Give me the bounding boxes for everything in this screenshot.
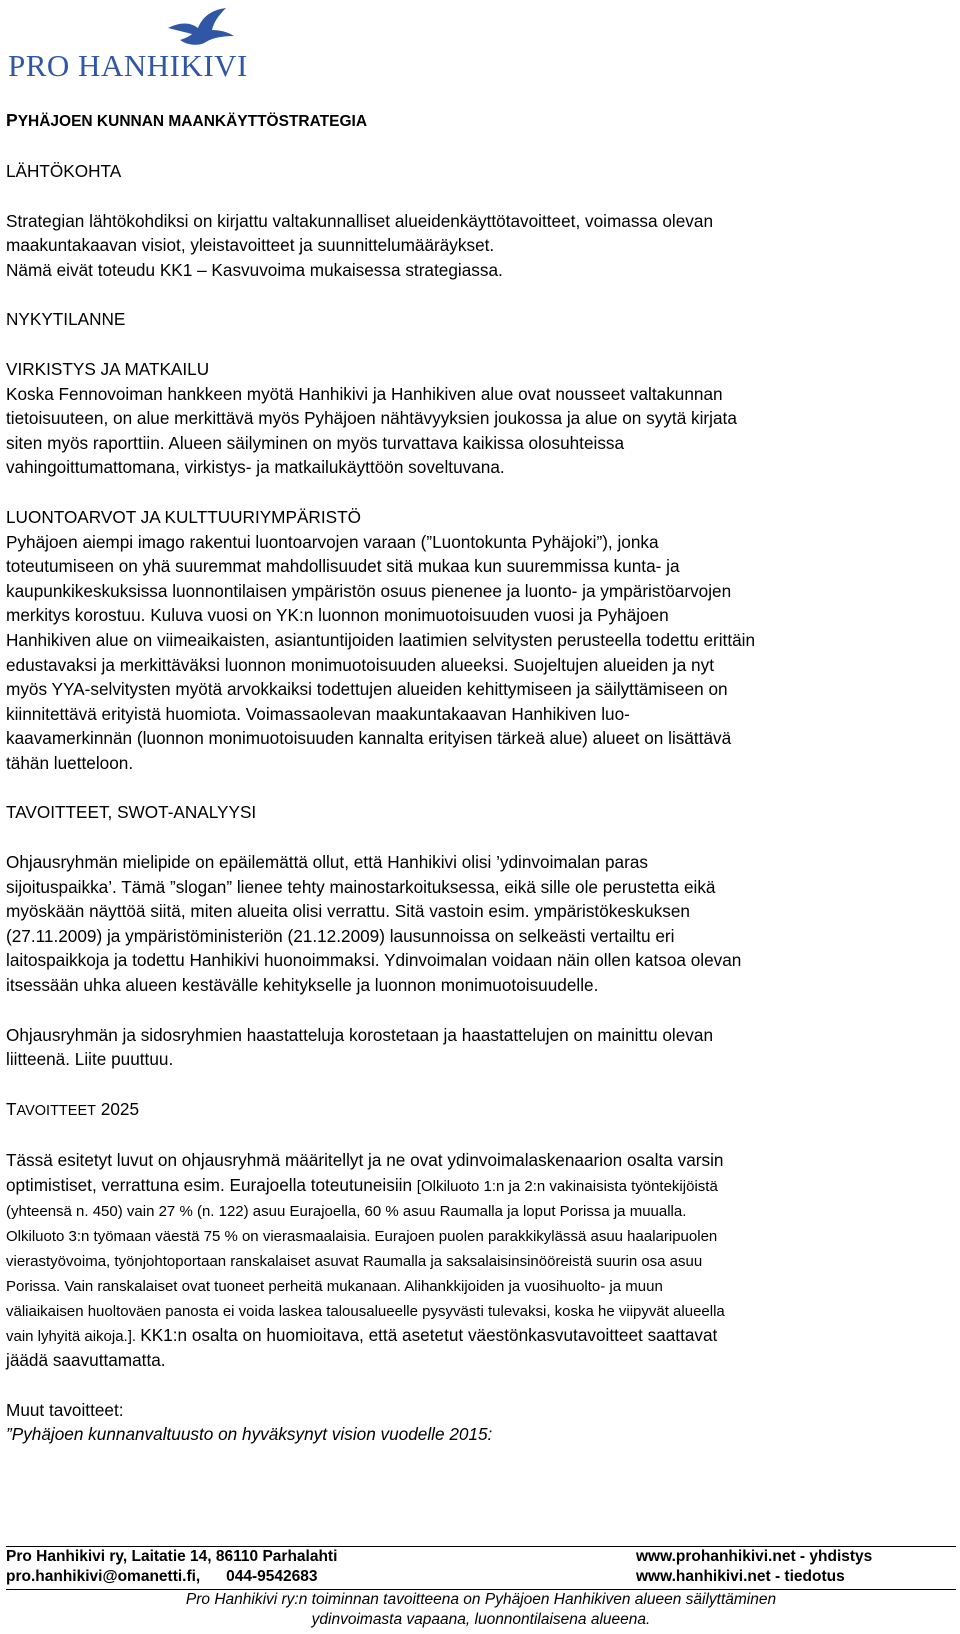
heading-virkistys: VIRKISTYS JA MATKAILU bbox=[6, 358, 210, 379]
text-line: myös YYA-selvitysten myötä arvokkaiksi todettujen alueiden kehittymiseen ja säilyttämiseen on bbox=[6, 679, 728, 700]
footer-address: Pro Hanhikivi ry, Laitatie 14, 86110 Parhalahti bbox=[6, 1548, 338, 1565]
text-line: edustavaksi ja merkittäväksi luonnon monimuotoisuuden alueeksi. Suojeltujen alueiden ja nyt bbox=[6, 654, 714, 675]
heading-smallcaps: AVOITTEET bbox=[16, 1102, 96, 1119]
logo bbox=[8, 8, 268, 83]
text-line: (27.11.2009) ja ympäristöministeriön (21.12.2009) lausunnoissa on selkeästi vertailtu eri bbox=[6, 925, 675, 946]
heading-year: 2025 bbox=[96, 1098, 140, 1119]
text-line: sijoituspaikka’. Tämä ”slogan” lienee tehty mainostarkoituksessa, eikä sille ole perustetta eikä bbox=[6, 876, 716, 897]
footer-note-1: Pro Hanhikivi ry:n toiminnan tavoitteena on Pyhäjoen Hanhikiven alueen säilyttäminen bbox=[185, 1591, 777, 1608]
paragraph-ohjausryhma-2 bbox=[6, 1023, 954, 1072]
paragraph-tavoitteet-2025 bbox=[6, 1148, 954, 1372]
text-line-small: vain lyhyitä aikoja.]. bbox=[6, 1328, 141, 1345]
heading-luontoarvot: LUONTOARVOT JA KULTTUURIYMPÄRISTÖ bbox=[6, 506, 361, 527]
footer-row-1 bbox=[6, 1547, 956, 1567]
heading-tavoitteet: TAVOITTEET, SWOT-ANALYYSI bbox=[6, 802, 257, 823]
paragraph-virkistys bbox=[6, 382, 954, 480]
heading-tavoitteet-2025 bbox=[6, 1097, 954, 1124]
text-line: tietoisuuteen, on alue merkittävä myös Pyhäjoen nähtävyyksien joukossa ja alue on syytä kirjata bbox=[6, 408, 737, 429]
footer-web-2[interactable]: www.hanhikivi.net - tiedotus bbox=[636, 1568, 845, 1585]
text-line: KK1:n osalta on huomioitava, että asetetut väestönkasvutavoitteet saattavat bbox=[140, 1325, 718, 1345]
paragraph-ohjausryhma-1 bbox=[6, 850, 954, 998]
footer-contact[interactable]: pro.hanhikivi@omanetti.fi, 044-9542683 bbox=[6, 1568, 318, 1585]
document-body bbox=[6, 108, 954, 1447]
title-initial: P bbox=[6, 110, 18, 130]
text-line-small: vierastyövoima, työnjohtoportaan ranskalaiset asuvat Raumalla ja saksalaisinsinööreistä suurin osa asuu bbox=[6, 1253, 703, 1270]
heading-lahtokohta: LÄHTÖKOHTA bbox=[6, 161, 122, 181]
text-line: kaavamerkinnän (luonnon monimuotoisuuden kannalta erityisen tärkeä alue) alueet on lisättävä bbox=[6, 728, 732, 749]
text-line: Pyhäjoen aiempi imago rakentui luontoarvojen varaan (”Luontokunta Pyhäjoki”), jonka bbox=[6, 531, 659, 552]
text-line: toteutumiseen on yhä suuremmat mahdollisuudet sitä mukaa kun suuremmissa kunta- ja bbox=[6, 556, 680, 577]
text-line: myöskään näyttöä siitä, miten alueita olisi verrattu. Sitä vastoin esim. ympäristökeskuksen bbox=[6, 901, 690, 922]
footer-web-1[interactable]: www.prohanhikivi.net - yhdistys bbox=[636, 1548, 873, 1565]
text-line: Hanhikiven alue on viimeaikaisten, asiantuntijoiden laatimien selvitysten perusteella todettu erittäin bbox=[6, 629, 756, 650]
text-line: laitospaikkoja ja todettu Hanhikivi huonoimmaksi. Ydinvoimalan voidaan näin ollen katsoa olevan bbox=[6, 950, 742, 971]
text-line: Strategian lähtökohdiksi on kirjattu valtakunnalliset alueidenkäyttötavoitteet, voimassa olevan bbox=[6, 210, 714, 231]
logo-text: PRO HANHIKIVI bbox=[8, 48, 248, 83]
text-line: vahingoittumattomana, virkistys- ja matkailukäyttöön soveltuvana. bbox=[6, 457, 505, 478]
text-line: jäädä saavuttamatta. bbox=[6, 1350, 166, 1370]
text-line: kaupunkikeskuksissa luonnontilaisen ympäristön osuus pienenee ja luonto- ja ympäristöarvojen bbox=[6, 580, 732, 601]
text-line: maakuntakaavan visiot, yleistavoitteet ja suunnittelumääräykset. bbox=[6, 235, 495, 256]
text-line: siten myös raporttiin. Alueen säilyminen on myös turvattava kaikissa olosuhteissa bbox=[6, 432, 625, 453]
text-line: Tässä esitetyt luvut on ohjausryhmä määritellyt ja ne ovat ydinvoimalaskenaarion osalta varsin bbox=[6, 1150, 724, 1171]
heading-initial: T bbox=[6, 1098, 17, 1119]
text-line-small: Porissa. Vain ranskalaiset ovat tuoneet perheitä mukanaan. Alihankkijoiden ja vuosihuolto- ja muun bbox=[6, 1278, 663, 1295]
text-line: Ohjausryhmän ja sidosryhmien haastatteluja korostetaan ja haastattelujen on mainittu olevan bbox=[6, 1024, 714, 1045]
paragraph-luontoarvot bbox=[6, 530, 954, 776]
footer-note-2: ydinvoimasta vapaana, luonnontilaisena alueena. bbox=[311, 1611, 651, 1628]
heading-nykytilanne: NYKYTILANNE bbox=[6, 309, 126, 330]
text-line-small: väliaikaisen huoltoväen panosta ei voida laskea talousalueelle pysyvästi tulevaksi, koska he viipyvät alueella bbox=[6, 1303, 725, 1320]
text-line: itsessään uhka alueen kestävälle kehitykselle ja luonnon monimuotoisuudelle. bbox=[6, 975, 599, 996]
paragraph-lahtokohta bbox=[6, 209, 954, 283]
document-title bbox=[6, 108, 954, 134]
text-line: Ohjausryhmän mielipide on epäilemättä ollut, että Hanhikivi olisi ’ydinvoimalan paras bbox=[6, 852, 648, 873]
text-line-small: Olkiluoto 3:n työmaan väestä 75 % on vierasmaalaisia. Eurajoen puolen parakkikylässä asuu haalaripuolen bbox=[6, 1228, 718, 1245]
page-footer bbox=[6, 1546, 956, 1630]
text-line: Koska Fennovoiman hankkeen myötä Hanhikivi ja Hanhikiven alue ovat nousseet valtakunnan bbox=[6, 383, 723, 404]
text-line: liitteenä. Liite puuttuu. bbox=[6, 1049, 174, 1070]
muut-tavoitteet: Muut tavoitteet: bbox=[6, 1399, 124, 1420]
text-line-small: [Olkiluoto 1:n ja 2:n vakinaisista työntekijöistä bbox=[416, 1178, 718, 1195]
text-line: tähän luetteloon. bbox=[6, 752, 134, 773]
footer-row-2 bbox=[6, 1567, 956, 1587]
title-rest: YHÄJOEN KUNNAN MAANKÄYTTÖSTRATEGIA bbox=[17, 113, 368, 130]
text-line: Nämä eivät toteudu KK1 – Kasvuvoima mukaisessa strategiassa. bbox=[6, 259, 503, 280]
text-line: merkitys korostuu. Kuluva vuosi on YK:n luonnon monimuotoisuuden vuosi ja Pyhäjoen bbox=[6, 605, 669, 626]
bird-icon bbox=[166, 8, 236, 50]
text-line: optimistiset, verrattuna esim. Eurajoella toteutuneisiin bbox=[6, 1175, 417, 1195]
text-line-small: (yhteensä n. 450) vain 27 % (n. 122) asuu Eurajoella, 60 % asuu Raumalla ja loput Porissa ja muualla. bbox=[6, 1203, 687, 1220]
text-line: kiinnitettävä erityistä huomiota. Voimassaolevan maakuntakaavan Hanhikiven luo- bbox=[6, 703, 630, 724]
quote-vision: ”Pyhäjoen kunnanvaltuusto on hyväksynyt vision vuodelle 2015: bbox=[6, 1424, 493, 1445]
